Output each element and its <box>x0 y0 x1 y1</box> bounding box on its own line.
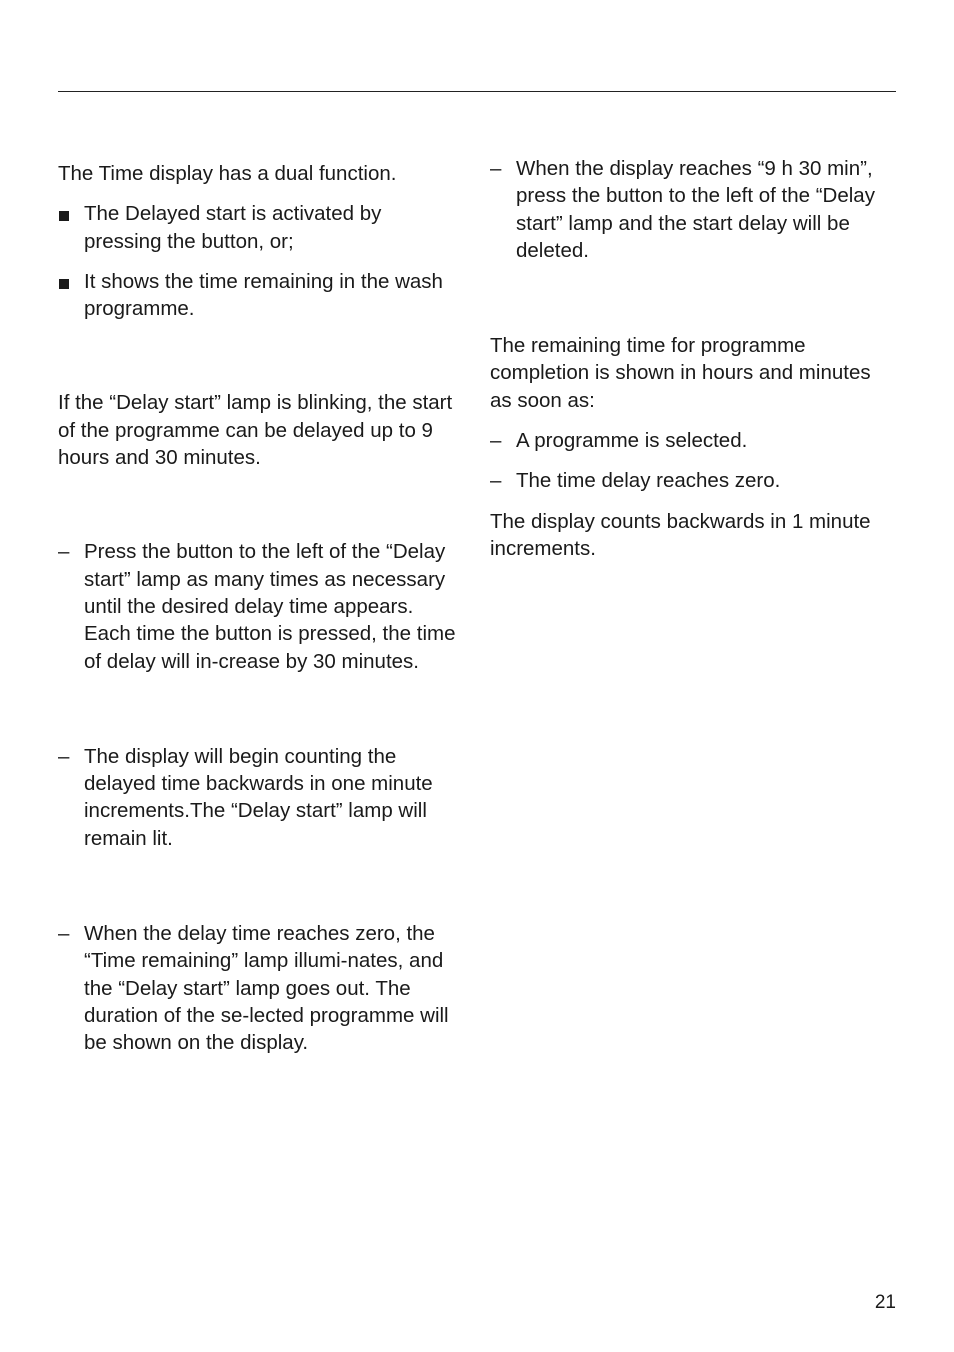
step-item: – When the delay time reaches zero, the “Time remaining” lamp illumi-nates, and the “Delay start” lamp goes out. The duration of the se-lected programme will be shown on the display. <box>58 920 458 1056</box>
bullet-item: The Delayed start is activated by pressing the button, or; <box>58 200 458 255</box>
right-column <box>490 155 890 562</box>
bullet-item: It shows the time remaining in the wash programme. <box>58 268 458 323</box>
step-item: – The display will begin counting the delayed time backwards in one minute increments.The “Delay start” lamp will remain lit. <box>58 743 458 852</box>
intro-text: The Time display has a dual function. <box>58 162 397 185</box>
remaining-paragraph: The remaining time for programme completion is shown in hours and minutes as soon as: <box>490 334 871 412</box>
header-rule <box>58 91 896 92</box>
cancel-step: – When the display reaches “9 h 30 min”, press the button to the left of the “Delay start” lamp and the start delay will be deleted. <box>490 155 890 264</box>
condition-item: – The time delay reaches zero. <box>490 467 890 494</box>
step-item: – Press the button to the left of the “Delay start” lamp as many times as necessary until the desired delay time appears. Each time the button is pressed, the time of delay will in-crease by 30 minutes. <box>58 538 458 674</box>
countdown-paragraph: The display counts backwards in 1 minute increments. <box>490 509 871 560</box>
condition-item: – A programme is selected. <box>490 427 890 454</box>
left-column <box>58 160 458 1057</box>
page-number: 21 <box>874 1292 896 1313</box>
delay-paragraph: If the “Delay start” lamp is blinking, the start of the programme can be delayed up to 9 hours and 30 minutes. <box>58 391 453 470</box>
